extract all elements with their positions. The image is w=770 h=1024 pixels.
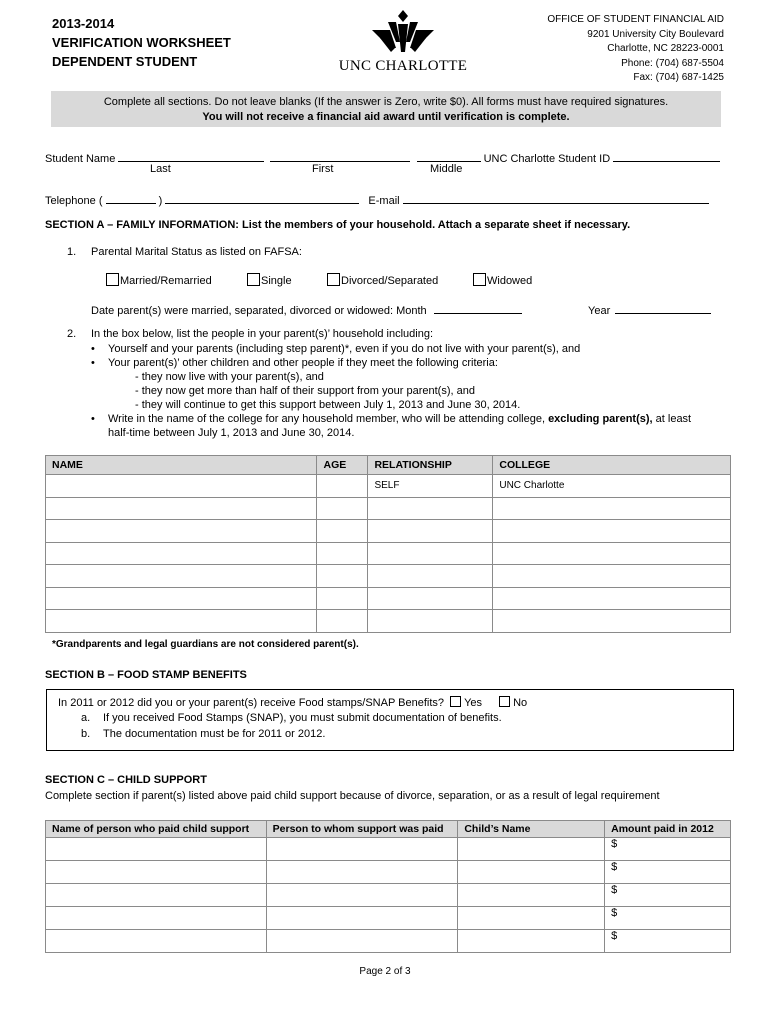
child-support-row	[46, 861, 731, 884]
office-city: Charlotte, NC 28223-0001	[607, 43, 724, 54]
month-field[interactable]	[434, 301, 522, 314]
child-support-recipient-cell[interactable]	[266, 930, 458, 953]
household-relationship-cell[interactable]	[368, 520, 493, 543]
student-id-label: UNC Charlotte Student ID	[483, 153, 611, 165]
middle-name-field[interactable]	[417, 149, 481, 162]
telephone-close: )	[158, 195, 163, 207]
household-name-cell[interactable]	[46, 542, 317, 565]
section-c-heading: SECTION C – CHILD SUPPORT	[45, 774, 207, 786]
household-row	[46, 565, 731, 588]
header-child-name: Child’s Name	[458, 821, 605, 838]
marital-divorced-option[interactable]	[327, 273, 438, 287]
form-title	[52, 14, 231, 71]
section-a-heading: SECTION A – FAMILY INFORMATION: List the members of your household. Attach a separate sheet if necessary.	[45, 219, 631, 231]
household-college-cell[interactable]	[493, 497, 731, 520]
bullet-college-bold: excluding parent(s),	[548, 413, 653, 425]
bullet-college: • Write in the name of the college for any household member, who will be attending college, excluding parent(s), at least	[91, 413, 692, 425]
married-label: Married/Remarried	[120, 275, 212, 287]
crown-emblem-icon	[368, 8, 438, 58]
bullet-college-text: Write in the name of the college for any household member, who will be attending college,	[108, 413, 549, 425]
household-name-cell[interactable]	[46, 565, 317, 588]
household-age-cell[interactable]	[317, 565, 368, 588]
household-college-cell[interactable]	[493, 587, 731, 610]
food-stamp-question: In 2011 or 2012 did you or your parent(s) receive Food stamps/SNAP Benefits?	[58, 697, 445, 709]
telephone-field[interactable]	[165, 191, 359, 204]
child-support-amount-cell[interactable]	[605, 861, 731, 884]
email-field[interactable]	[403, 191, 709, 204]
yes-label: Yes	[464, 697, 483, 709]
q1-number: 1.	[67, 246, 77, 258]
married-checkbox[interactable]	[106, 273, 119, 286]
bullet-college-line2: half-time between July 1, 2013 and June 30, 2014.	[108, 427, 355, 439]
child-support-row	[46, 838, 731, 861]
child-support-payer-cell[interactable]	[46, 930, 267, 953]
unc-charlotte-logo	[333, 8, 473, 75]
q2-text: In the box below, list the people in your parent(s)’ household including:	[91, 328, 434, 340]
last-name-field[interactable]	[118, 149, 264, 162]
title-student-type: DEPENDENT STUDENT	[52, 54, 198, 69]
bullet-yourself-text: Yourself and your parents (including step parent)*, even if you do not live with your parent(s), and	[108, 343, 581, 355]
last-caption: Last	[150, 163, 171, 175]
child-support-amount-cell[interactable]	[605, 907, 731, 930]
q2-number: 2.	[67, 328, 77, 340]
student-name-row	[45, 149, 720, 165]
area-code-field[interactable]	[106, 191, 156, 204]
instructions-banner	[51, 91, 721, 127]
criterion-live: - they now live with your parent(s), and	[135, 371, 324, 383]
section-b-heading: SECTION B – FOOD STAMP BENEFITS	[45, 669, 247, 681]
food-stamp-no-option[interactable]	[499, 697, 527, 709]
currency-symbol: $	[611, 930, 618, 942]
divorced-label: Divorced/Separated	[341, 275, 439, 287]
household-age-cell[interactable]	[317, 610, 368, 633]
household-age-cell[interactable]	[317, 497, 368, 520]
section-c-instructions: Complete section if parent(s) listed above paid child support because of divorce, separation, or as a result of legal requirement	[45, 790, 660, 802]
child-support-table	[45, 820, 731, 953]
child-support-payer-cell[interactable]	[46, 838, 267, 861]
first-name-field[interactable]	[270, 149, 410, 162]
currency-symbol: $	[611, 884, 618, 896]
child-support-amount-cell[interactable]	[605, 884, 731, 907]
criterion-support: - they now get more than half of their support from your parent(s), and	[135, 385, 475, 397]
item-a-text: If you received Food Stamps (SNAP), you must submit documentation of benefits.	[103, 712, 502, 724]
header-age: AGE	[317, 456, 368, 475]
child-support-payer-cell[interactable]	[46, 861, 267, 884]
header-payer: Name of person who paid child support	[46, 821, 267, 838]
currency-symbol: $	[611, 907, 618, 919]
bullet-yourself: • Yourself and your parents (including step parent)*, even if you do not live with your parent(s), and	[91, 343, 581, 355]
household-college-cell[interactable]	[493, 520, 731, 543]
currency-symbol: $	[611, 838, 618, 850]
office-fax: Fax: (704) 687-1425	[633, 72, 724, 83]
item-b-text: The documentation must be for 2011 or 2012.	[103, 728, 326, 740]
item-a-mark: a.	[81, 712, 91, 724]
bullet-college-post: at least	[652, 413, 692, 425]
child-support-child-name-cell[interactable]	[458, 907, 605, 930]
child-support-recipient-cell[interactable]	[266, 838, 458, 861]
middle-caption: Middle	[430, 163, 463, 175]
bullet-other-children-text: Your parent(s)’ other children and other people if they meet the following criteria:	[108, 357, 498, 369]
household-relationship-cell[interactable]: SELF	[368, 475, 493, 498]
widowed-checkbox[interactable]	[473, 273, 486, 286]
household-college-cell[interactable]	[493, 542, 731, 565]
divorced-checkbox[interactable]	[327, 273, 340, 286]
child-support-amount-cell[interactable]	[605, 838, 731, 861]
single-label: Single	[261, 275, 292, 287]
child-support-amount-cell[interactable]	[605, 930, 731, 953]
office-street: 9201 University City Boulevard	[587, 28, 724, 40]
child-support-child-name-cell[interactable]	[458, 861, 605, 884]
household-college-cell[interactable]	[493, 565, 731, 588]
household-age-cell[interactable]	[317, 542, 368, 565]
household-name-cell[interactable]	[46, 497, 317, 520]
no-label: No	[513, 697, 528, 709]
household-name-cell[interactable]	[46, 475, 317, 498]
food-stamp-yes-checkbox[interactable]	[450, 696, 461, 707]
child-support-recipient-cell[interactable]	[266, 907, 458, 930]
header-college: COLLEGE	[493, 456, 731, 475]
year-label: Year	[588, 305, 611, 317]
child-support-row	[46, 907, 731, 930]
household-age-cell[interactable]	[317, 587, 368, 610]
header-name: NAME	[46, 456, 317, 475]
child-support-child-name-cell[interactable]	[458, 838, 605, 861]
household-relationship-cell[interactable]	[368, 542, 493, 565]
household-row	[46, 475, 731, 498]
student-id-field[interactable]	[613, 149, 720, 162]
logo-wordmark: UNC CHARLOTTE	[338, 58, 468, 74]
banner-warning: You will not receive a financial aid award until verification is complete.	[202, 111, 570, 123]
household-age-cell[interactable]	[317, 520, 368, 543]
household-header-row	[46, 456, 731, 475]
grandparents-footnote: *Grandparents and legal guardians are not considered parent(s).	[52, 639, 359, 650]
child-support-recipient-cell[interactable]	[266, 884, 458, 907]
page-number: Page 2 of 3	[359, 966, 411, 977]
header-relationship: RELATIONSHIP	[368, 456, 493, 475]
child-support-payer-cell[interactable]	[46, 907, 267, 930]
marital-married-option[interactable]	[106, 273, 212, 287]
office-address	[547, 13, 724, 86]
child-support-recipient-cell[interactable]	[266, 861, 458, 884]
header-recipient: Person to whom support was paid	[266, 821, 458, 838]
q1-text: Parental Marital Status as listed on FAFSA:	[91, 246, 302, 258]
household-relationship-cell[interactable]	[368, 497, 493, 520]
child-support-child-name-cell[interactable]	[458, 930, 605, 953]
food-stamp-no-checkbox[interactable]	[499, 696, 510, 707]
household-relationship-cell[interactable]	[368, 610, 493, 633]
telephone-label: Telephone (	[45, 195, 103, 207]
household-college-cell[interactable]	[493, 610, 731, 633]
child-support-payer-cell[interactable]	[46, 884, 267, 907]
household-criteria	[91, 342, 731, 440]
household-row	[46, 520, 731, 543]
marital-date-row	[91, 301, 522, 317]
title-worksheet: VERIFICATION WORKSHEET	[52, 35, 231, 50]
widowed-label: Widowed	[487, 275, 533, 287]
household-relationship-cell[interactable]	[368, 587, 493, 610]
household-relationship-cell[interactable]	[368, 565, 493, 588]
currency-symbol: $	[611, 861, 618, 873]
year-row	[588, 301, 711, 317]
food-stamp-yes-option[interactable]	[450, 697, 482, 709]
student-name-label: Student Name	[45, 153, 116, 165]
contact-row	[45, 191, 709, 207]
household-row	[46, 497, 731, 520]
banner-instruction: Complete all sections. Do not leave blanks (If the answer is Zero, write $0). All forms must have required signatures.	[103, 96, 669, 108]
household-name-cell[interactable]	[46, 610, 317, 633]
household-college-cell[interactable]: UNC Charlotte	[493, 475, 731, 498]
household-name-cell[interactable]	[46, 587, 317, 610]
email-label: E-mail	[368, 195, 400, 207]
office-name: OFFICE OF STUDENT FINANCIAL AID	[547, 14, 724, 25]
title-year: 2013-2014	[52, 16, 115, 31]
child-support-row	[46, 930, 731, 953]
item-b-mark: b.	[81, 728, 91, 740]
child-support-child-name-cell[interactable]	[458, 884, 605, 907]
header-amount: Amount paid in 2012	[605, 821, 731, 838]
household-age-cell[interactable]	[317, 475, 368, 498]
household-row	[46, 587, 731, 610]
year-field[interactable]	[615, 301, 711, 314]
marital-widowed-option[interactable]	[473, 273, 532, 287]
household-name-cell[interactable]	[46, 520, 317, 543]
marital-date-label: Date parent(s) were married, separated, divorced or widowed: Month	[91, 305, 427, 317]
single-checkbox[interactable]	[247, 273, 260, 286]
office-phone: Phone: (704) 687-5504	[621, 57, 724, 69]
household-table	[45, 455, 731, 633]
child-support-row	[46, 884, 731, 907]
food-stamp-question-row	[58, 696, 527, 709]
criterion-continue: - they will continue to get this support between July 1, 2013 and June 30, 2014.	[135, 399, 521, 411]
first-caption: First	[312, 163, 334, 175]
household-row	[46, 542, 731, 565]
household-row	[46, 610, 731, 633]
marital-single-option[interactable]	[247, 273, 292, 287]
child-support-header-row	[46, 821, 731, 838]
bullet-other-children: • Your parent(s)’ other children and other people if they meet the following criteria:	[91, 357, 498, 369]
